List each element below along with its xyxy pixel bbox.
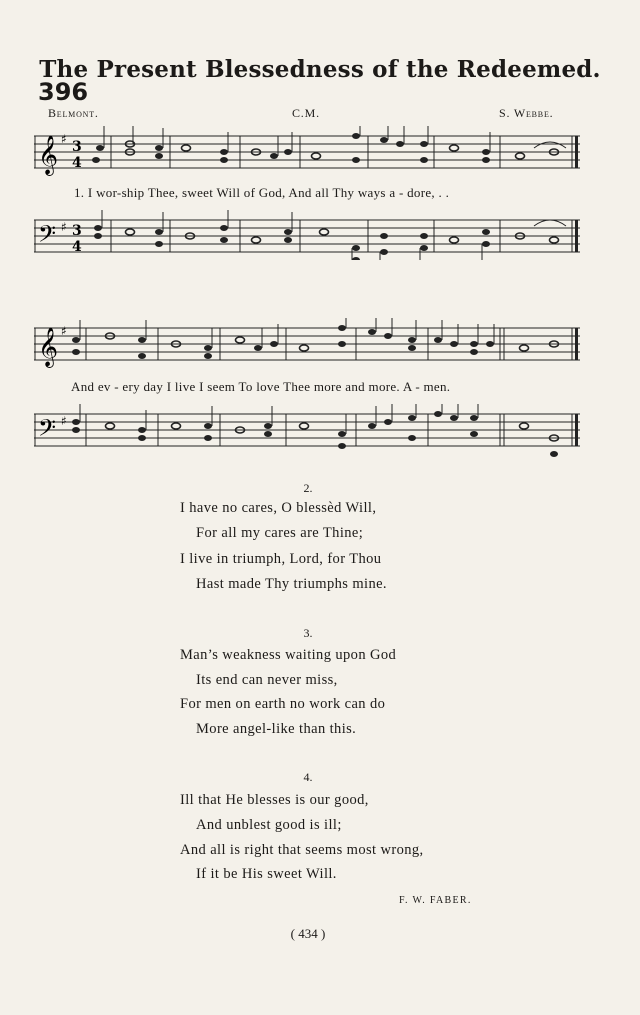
svg-text:♯: ♯ [61, 324, 67, 338]
svg-text:𝄢: 𝄢 [38, 220, 57, 253]
stanza-line: If it be His sweet Will. [196, 866, 337, 882]
music-system-1-treble [34, 126, 580, 176]
composer: S. Webbe. [499, 106, 554, 120]
stanza-number: 4. [303, 770, 313, 784]
meter: C.M. [292, 106, 320, 120]
bass-staff-1 [34, 210, 580, 260]
author-credit: F. W. FABER. [399, 895, 472, 906]
svg-text:𝄞: 𝄞 [38, 135, 59, 175]
svg-text:4: 4 [72, 155, 82, 171]
stanza-line: I have no cares, O blessèd Will, [180, 500, 377, 516]
stanza-line: Man’s weakness waiting upon God [180, 647, 397, 663]
stanza-line: Ill that He blesses is our good, [180, 792, 369, 808]
tune-name: Belmont. [48, 106, 99, 120]
svg-text:♯: ♯ [61, 414, 67, 428]
stanza-line: For men on earth no work can do [180, 696, 386, 712]
svg-text:𝄢: 𝄢 [38, 414, 57, 447]
svg-text:3: 3 [72, 139, 82, 155]
svg-text:𝄞: 𝄞 [38, 327, 59, 367]
svg-text:3: 3 [72, 223, 82, 239]
svg-text:4: 4 [72, 239, 82, 255]
stanza-line: For all my cares are Thine; [196, 525, 364, 541]
hymn-title: The Present Blessedness of the Redeemed. [39, 56, 601, 83]
hymn-number: 396 [38, 78, 89, 106]
stanza-line: And unblest good is ill; [196, 817, 342, 833]
lyric-line-1: 1. I wor-ship Thee, sweet Will of God, And all Thy ways a - dore, . . [74, 185, 450, 200]
music-system-2-treble [34, 318, 580, 368]
treble-staff-2 [34, 318, 580, 368]
page-number: ( 434 ) [290, 926, 326, 941]
stanza-number: 2. [303, 481, 313, 495]
stanza-line: I live in triumph, Lord, for Thou [180, 551, 382, 567]
stanza-line: Hast made Thy triumphs mine. [196, 576, 387, 592]
stanza-line: More angel-like than this. [196, 721, 357, 737]
lyric-line-2: And ev - ery day I live I seem To love Thee more and more. A - men. [71, 379, 451, 394]
treble-staff-1 [34, 126, 580, 176]
music-system-1-bass [34, 210, 580, 260]
music-system-2-bass [34, 404, 580, 458]
stanza-line: And all is right that seems most wrong, [180, 842, 424, 858]
bass-staff-2 [34, 404, 580, 458]
stanza-number: 3. [303, 626, 313, 640]
svg-text:♯: ♯ [61, 220, 67, 234]
svg-text:♯: ♯ [61, 132, 67, 146]
stanza-line: Its end can never miss, [196, 672, 338, 688]
